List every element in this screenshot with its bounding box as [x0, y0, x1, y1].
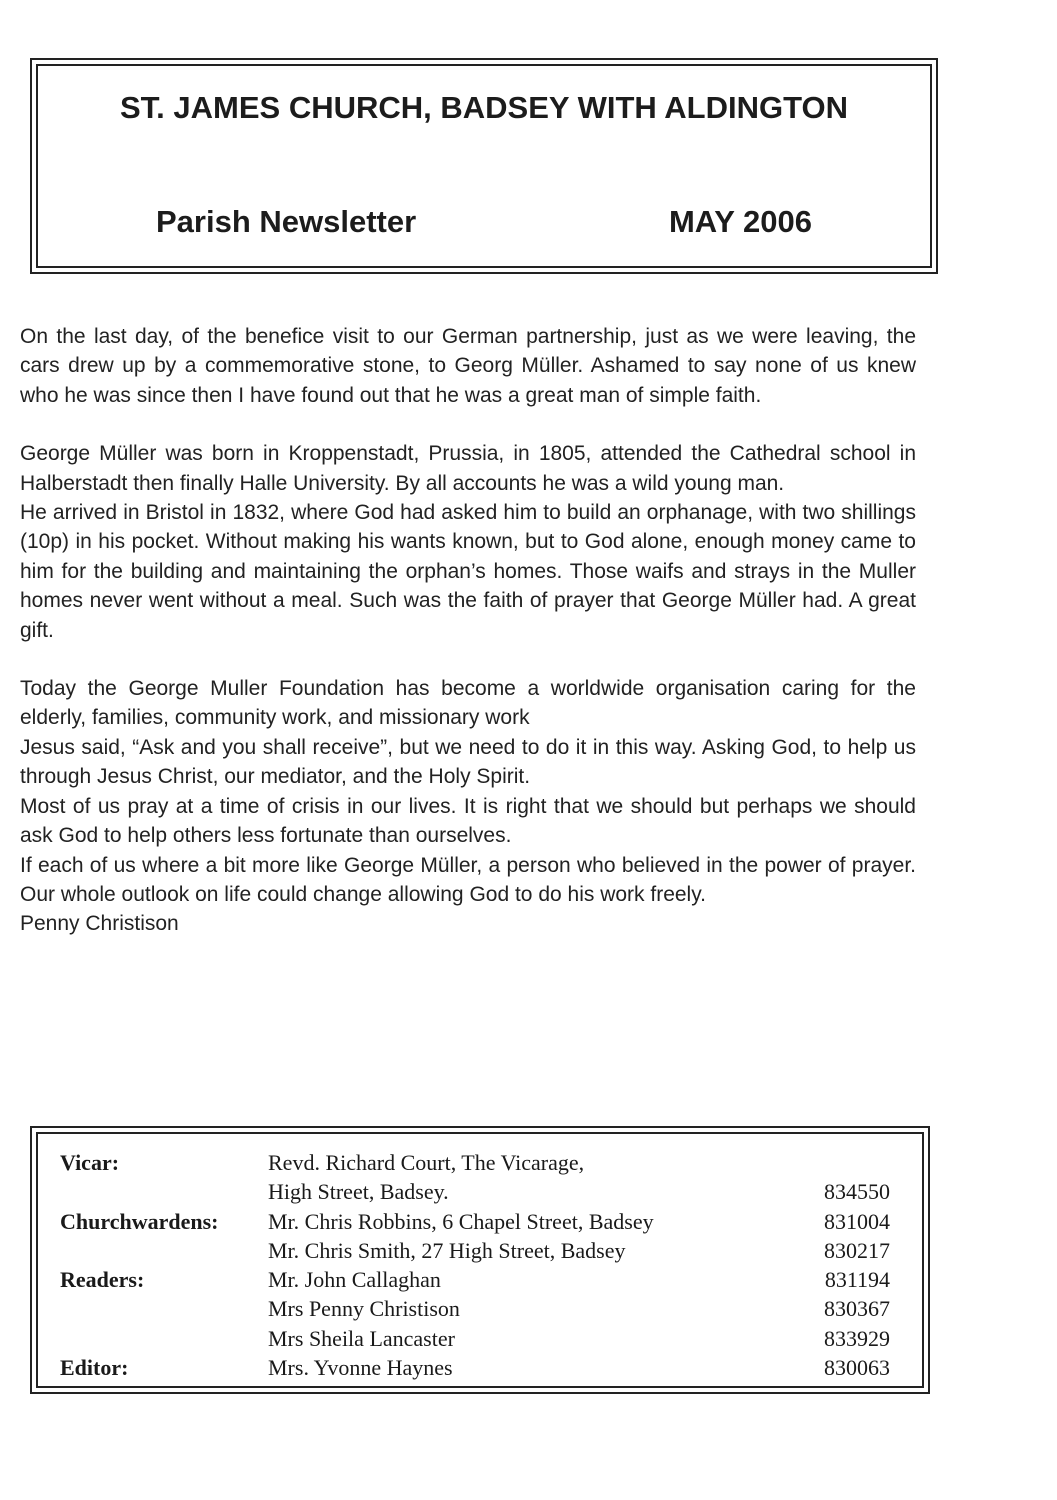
officer-row [60, 1265, 890, 1294]
paragraph: If each of us where a bit more like George Müller, a person who believed in the power of prayer. Our whole outlook on life could change allowing God to do his work freely. [20, 853, 916, 906]
officer-row [60, 1294, 890, 1323]
officer-row [60, 1177, 890, 1206]
officer-phone: 833929 [824, 1325, 890, 1351]
officer-name: Mrs. Yvonne Haynes [268, 1355, 453, 1381]
officer-phone [800, 1148, 890, 1177]
paragraph: He arrived in Bristol in 1832, where God had asked him to build an orphanage, with two shillings (10p) in his pocket. Without making his wants known, but to God alone, enough money came to him for the building and maintaining the orphan’s homes. Those waifs and strays in the Muller homes never went without a meal. Such was the faith of prayer that George Müller had. A great gift. [20, 501, 916, 642]
newsletter-header [30, 58, 938, 274]
officer-name: High Street, Badsey. [268, 1179, 449, 1205]
officer-row [60, 1207, 890, 1236]
newsletter-title: ST. JAMES CHURCH, BADSEY WITH ALDINGTON [120, 90, 848, 125]
header-inner [46, 72, 922, 260]
paragraph: Most of us pray at a time of crisis in our lives. It is right that we should but perhaps we should ask God to help others less fortunate than ourselves. [20, 794, 916, 848]
officer-name: Mrs Penny Christison [268, 1296, 460, 1322]
officer-row [60, 1148, 890, 1177]
author-signature: Penny Christison [20, 912, 179, 936]
officer-name: Mrs Sheila Lancaster [268, 1325, 455, 1351]
officer-row [60, 1353, 890, 1382]
officer-role: Editor: [60, 1355, 129, 1381]
officer-row [60, 1324, 890, 1353]
officer-name: Revd. Richard Court, The Vicarage, [268, 1150, 585, 1175]
officer-phone: 830063 [824, 1355, 890, 1381]
officer-name: Mr. Chris Smith, 27 High Street, Badsey [268, 1237, 626, 1263]
paragraph: George Müller was born in Kroppenstadt, Prussia, in 1805, attended the Cathedral school in Halberstadt then finally Halle University. By all accounts he was a wild young man. [20, 442, 916, 495]
officer-phone: 830367 [824, 1296, 890, 1322]
paragraph: On the last day, of the benefice visit to our German partnership, just as we were leaving, the cars drew up by a commemorative stone, to Georg Müller. Ashamed to say none of us knew who he was since then I have found out that he was a great man of simple faith. [20, 325, 916, 407]
newsletter-label: Parish Newsletter [156, 204, 417, 239]
officer-phone: 834550 [824, 1179, 890, 1205]
officers-box [30, 1126, 930, 1394]
officer-name: Mr. John Callaghan [268, 1267, 441, 1293]
officer-role [60, 1236, 260, 1265]
officer-role [60, 1177, 260, 1206]
officer-row [60, 1236, 890, 1265]
officer-role: Churchwardens: [60, 1208, 219, 1234]
article-body [20, 322, 916, 939]
paragraph: Today the George Muller Foundation has become a worldwide organisation caring for the elderly, families, community work, and missionary work [20, 677, 916, 730]
paragraph: Jesus said, “Ask and you shall receive”, but we need to do it in this way. Asking God, to help us through Jesus Christ, our mediator, and the Holy Spirit. [20, 735, 916, 789]
subtitle-row [156, 204, 812, 240]
officer-name: Mr. Chris Robbins, 6 Chapel Street, Badsey [268, 1208, 654, 1234]
officer-role [60, 1324, 260, 1353]
officer-role [60, 1294, 260, 1323]
officer-phone: 831004 [824, 1208, 890, 1234]
officer-role: Readers: [60, 1267, 145, 1293]
issue-date: MAY 2006 [668, 204, 812, 239]
officer-phone: 830217 [824, 1237, 890, 1263]
officer-phone: 831194 [824, 1267, 890, 1293]
officer-role: Vicar: [60, 1150, 120, 1175]
officers-table [60, 1148, 890, 1382]
